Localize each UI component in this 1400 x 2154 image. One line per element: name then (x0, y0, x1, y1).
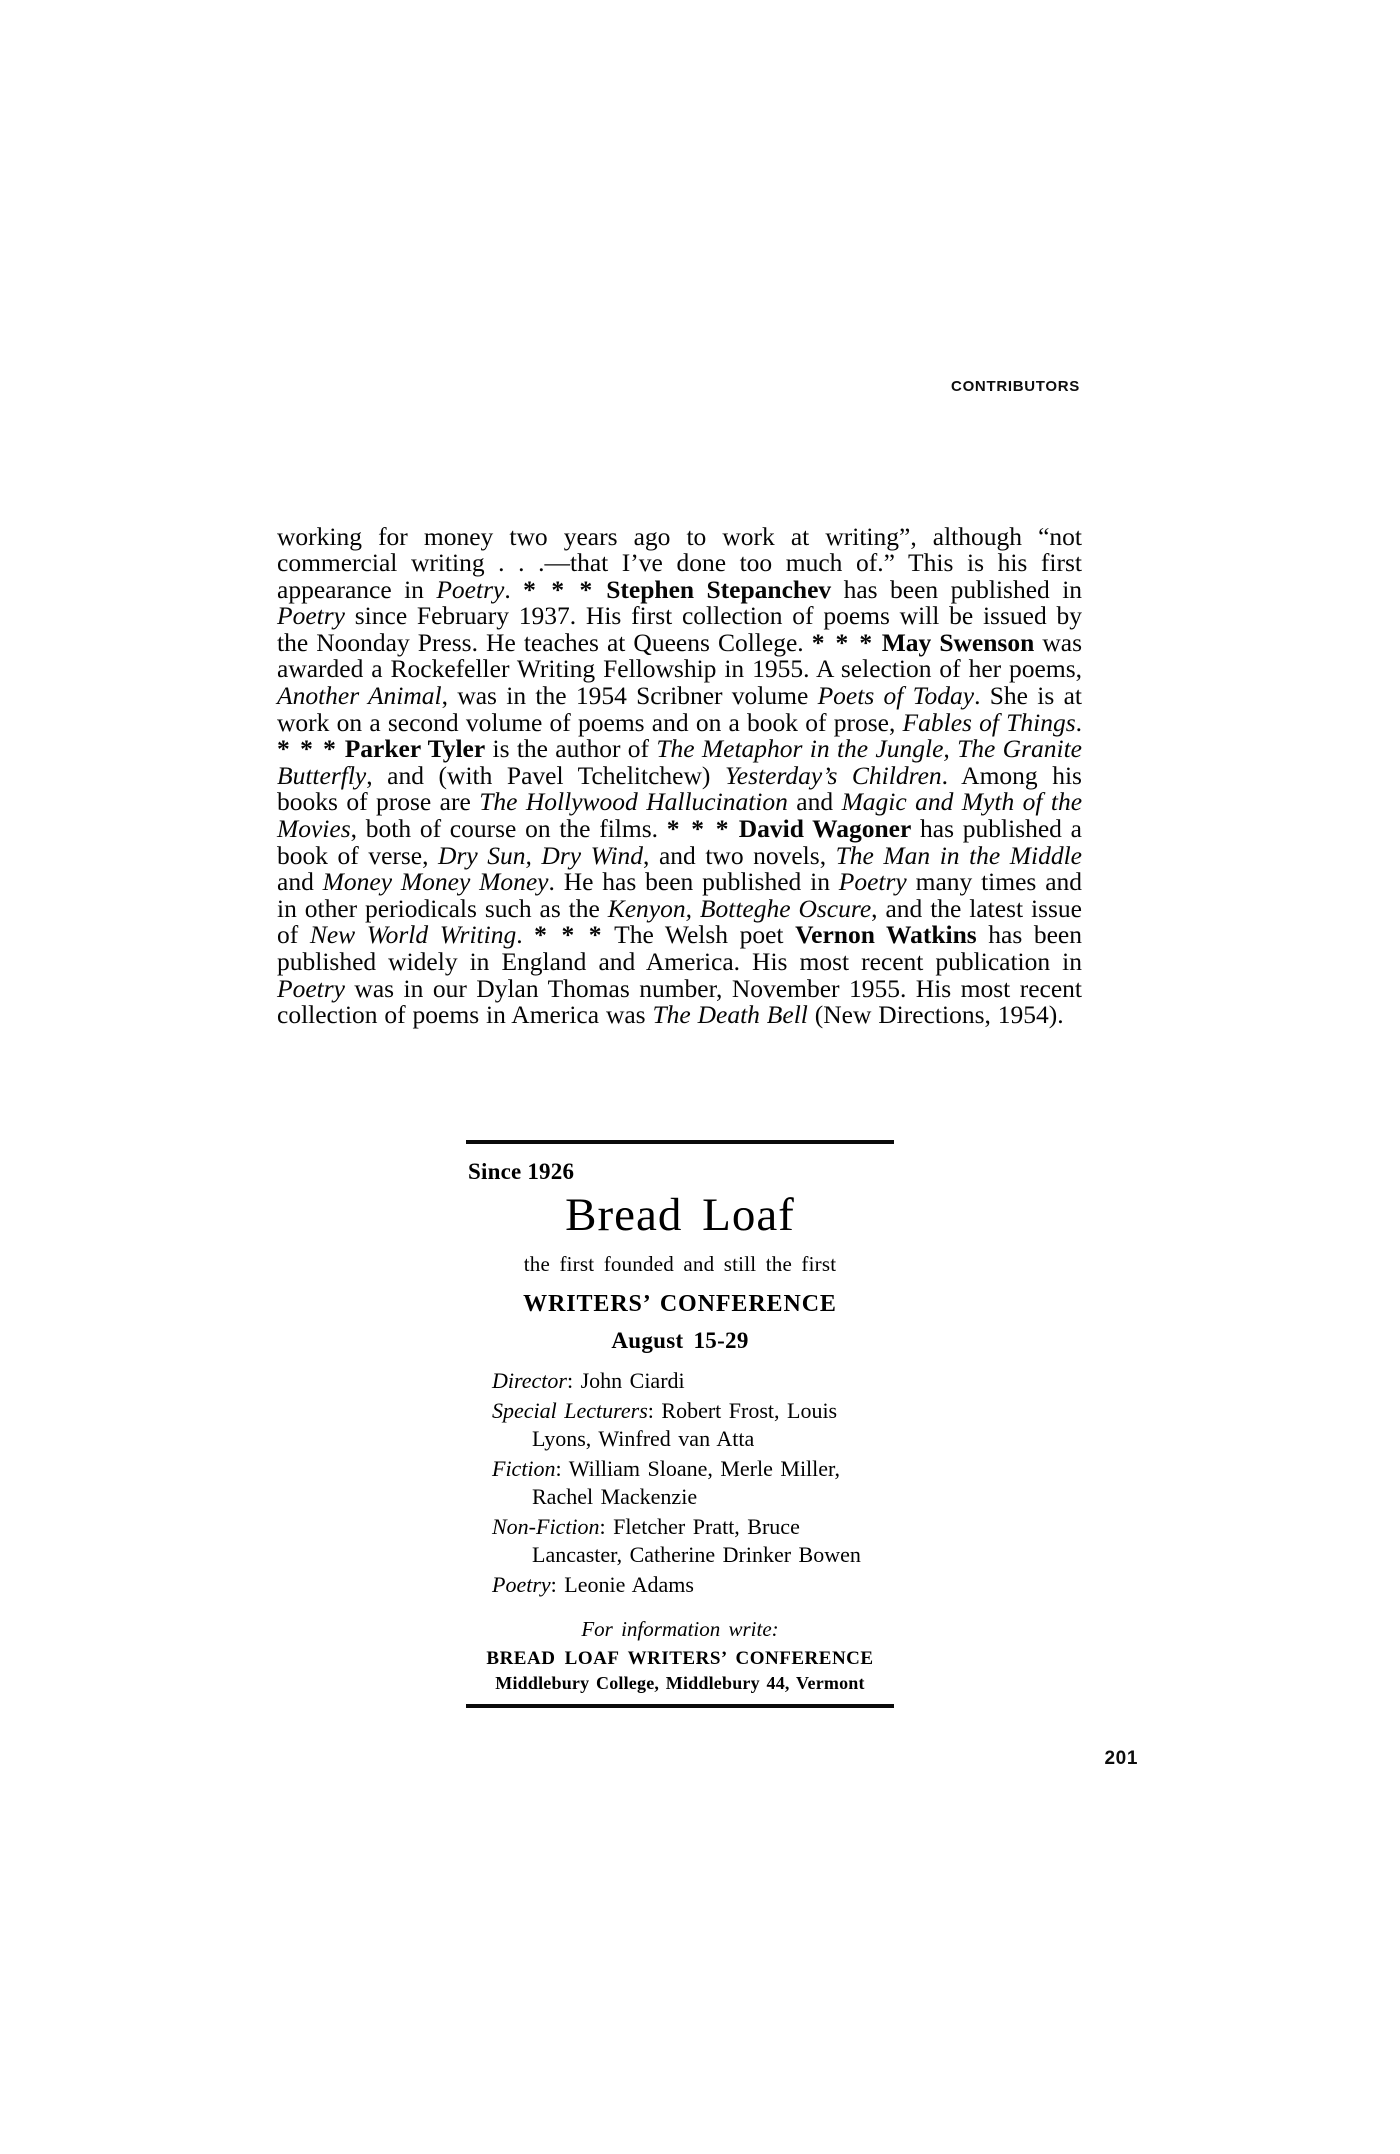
text-run-stars: * * * (523, 574, 594, 604)
ad-staff-names: Leonie Adams (564, 1571, 694, 1597)
ad-staff-role: Fiction (492, 1455, 556, 1481)
text-run-italic: Kenyon, Botteghe Oscure (607, 893, 872, 923)
text-run-italic: The Death Bell (652, 1000, 808, 1030)
text-run-italic: Another Animal (277, 681, 442, 711)
text-run-stars: * * * (811, 627, 874, 657)
ad-staff-names: Fletcher Pratt, Bruce Lancaster, Catherine Drinker Bowen (532, 1513, 861, 1567)
ad-title: Bread Loaf (565, 1189, 795, 1241)
page-number: 201 (1104, 1748, 1138, 1769)
ad-organization: BREAD LOAF WRITERS’ CONFERENCE (486, 1648, 874, 1669)
ad-bottom-rule (466, 1704, 894, 1708)
ad-staff-role: Poetry (492, 1571, 551, 1597)
bread-loaf-advertisement (466, 1140, 894, 1708)
text-run-italic: Yesterday’s Children (724, 760, 942, 790)
text-run-italic: The Man in the Middle (835, 840, 1083, 870)
text-run-italic: Poetry (277, 601, 345, 631)
text-run-italic: The Metaphor in the Jungle, The Granite Butterfly (277, 734, 1082, 790)
text-run-italic: Poets of Today (817, 681, 975, 711)
text-run-bold: David Wagoner (738, 814, 912, 844)
ad-info-line: For information write: (581, 1617, 779, 1641)
text-run-bold: Parker Tyler (344, 734, 486, 764)
text-run-italic: Magic and Myth of the Movies (277, 787, 1083, 844)
ad-address: Middlebury College, Middlebury 44, Vermont (495, 1673, 865, 1693)
text-run-bold: May Swenson (881, 627, 1035, 657)
ad-conference-name: WRITERS’ CONFERENCE (523, 1291, 837, 1317)
text-run-stars: * * * (666, 814, 730, 844)
ad-since-line: Since 1926 (468, 1159, 575, 1184)
text-run-italic: Fables of Things (902, 707, 1076, 737)
ad-staff-names: William Sloane, Merle Miller, Rachel Mackenzie (532, 1455, 840, 1509)
text-run-italic: The Hollywood Hallucination (479, 787, 788, 817)
ad-staff-role: Director (492, 1368, 567, 1393)
text-run-italic: Dry Sun, Dry Wind (438, 840, 644, 870)
ad-staff-role: Non-Fiction (492, 1513, 600, 1539)
ad-staff-names: John Ciardi (580, 1368, 685, 1393)
ad-tagline: the first founded and still the first (523, 1252, 837, 1276)
ad-staff-role: Special Lecturers (492, 1397, 648, 1423)
text-run-italic: Poetry (838, 867, 907, 897)
ad-staff-list (466, 1367, 894, 1599)
contributors-paragraph: working for money two years ago to work at writing”, although “not commercial writing . . .—that I’ve done too much of.” This is his first appearance in Poetry. * * * Stephen Stepanchev has been published in Poetry since February 1937. His first collection of poems will be issued by the Noonday Press. He teaches at Queens College. * * * May Swenson was awarded a Rockefeller Writing Fellowship in 1955. A selection of her poems, Another Animal, was in the 1954 Scribner volume Poets of Today. She is at work on a second volume of poems and on a book of prose, Fables of Things. * * * Parker Tyler is the author of The Metaphor in the Jungle, The Granite Butterfly, and (with Pavel Tchelitchew) Yesterday’s Children. Among his books of prose are The Hollywood Hallucination and Magic and Myth of the Movies, both of course on the films. * * * David Wagoner has published a book of verse, Dry Sun, Dry Wind, and two novels, The Man in the Middle and Money Money Money. He has been published in Poetry many times and in other periodicals such as the Kenyon, Botteghe Oscure, and the latest issue of New World Writing. * * * The Welsh poet Vernon Watkins has been published widely in England and America. His most recent publication in Poetry was in our Dylan Thomas number, November 1955. His most recent collection of poems in America was The Death Bell (New Directions, 1954). (277, 521, 1083, 1030)
text-run-italic: Money Money Money (322, 867, 549, 897)
text-run-italic: New World Writing (309, 920, 517, 950)
text-run-italic: Poetry (436, 574, 505, 604)
text-run-bold: Vernon Watkins (795, 920, 977, 950)
text-run-stars: * * * (277, 734, 338, 764)
text-run-bold: Stephen Stepanchev (606, 574, 832, 604)
ad-staff-entry: Non-Fiction: Fletcher Pratt, Bruce Lancaster, Catherine Drinker Bowen (492, 1513, 861, 1567)
ad-top-rule (466, 1140, 894, 1144)
ad-staff-entry: Special Lecturers: Robert Frost, Louis Lyons, Winfred van Atta (492, 1397, 838, 1451)
ad-staff-entry: Director: John Ciardi (492, 1368, 685, 1393)
ad-staff-names: Robert Frost, Louis Lyons, Winfred van Atta (532, 1397, 838, 1451)
ad-staff-entry: Fiction: William Sloane, Merle Miller, Rachel Mackenzie (492, 1455, 840, 1509)
ad-staff-entry: Poetry: Leonie Adams (492, 1571, 694, 1597)
ad-dates: August 15-29 (611, 1328, 749, 1353)
text-run-italic: Poetry (277, 973, 345, 1003)
body-column (277, 498, 1082, 1054)
running-head: CONTRIBUTORS (951, 378, 1080, 395)
text-run-stars: * * * (534, 920, 604, 950)
